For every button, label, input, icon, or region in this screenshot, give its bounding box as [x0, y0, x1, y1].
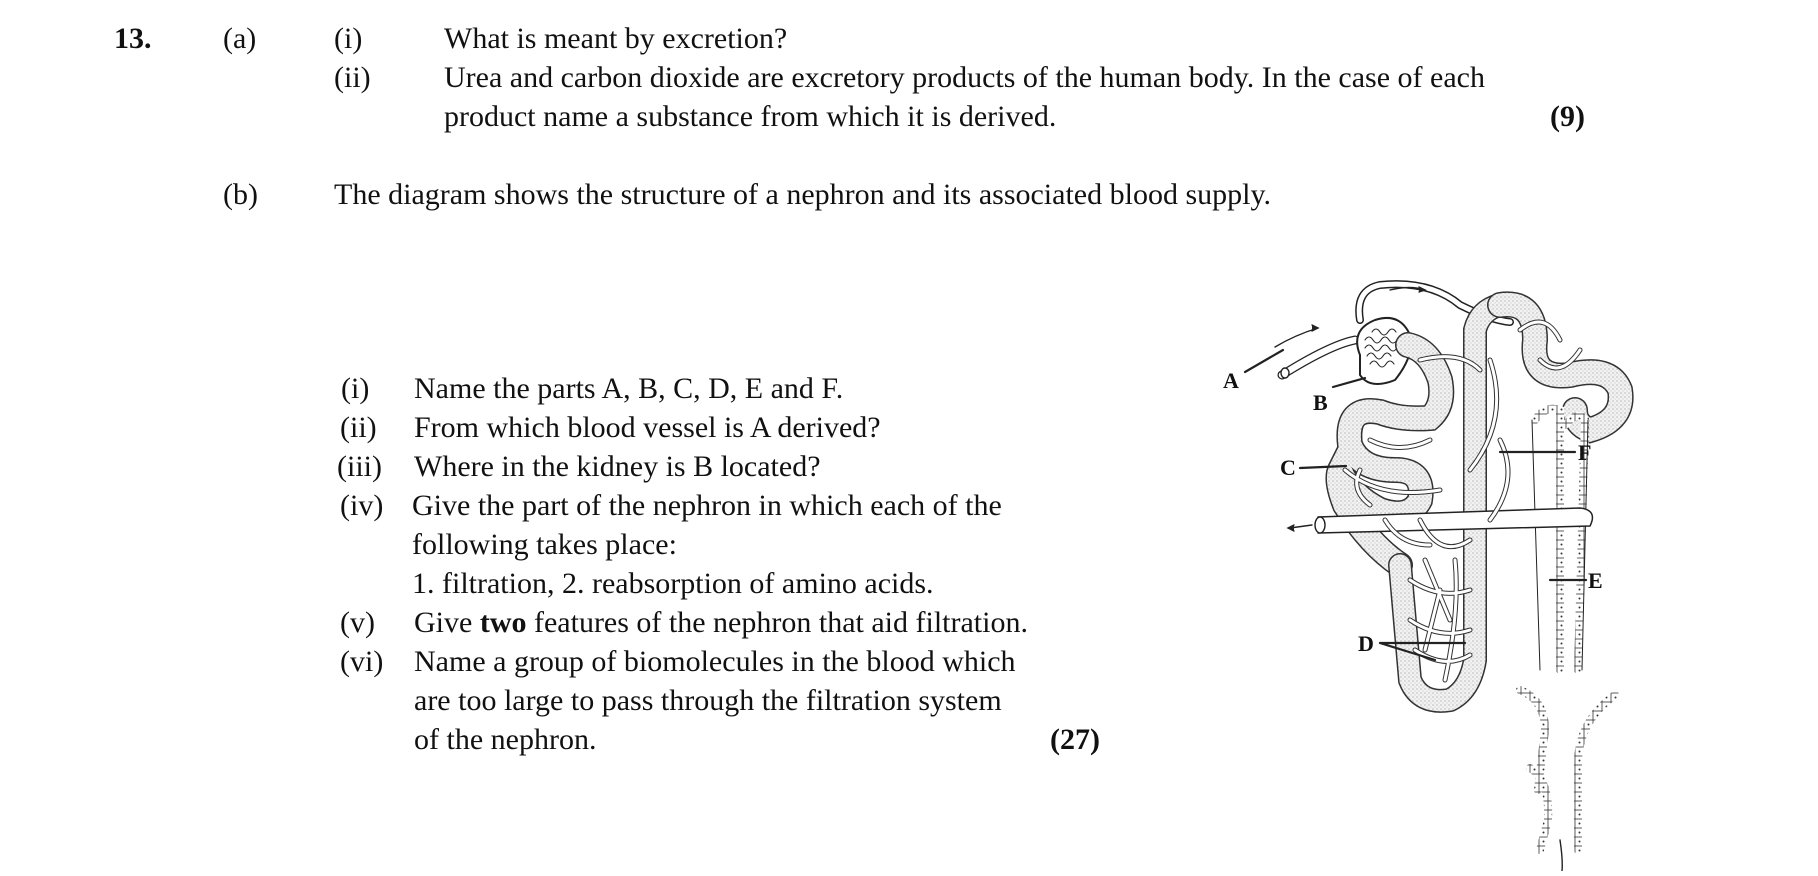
part-b-i-label: (i) — [341, 372, 370, 405]
part-b-v-text-bold: two — [479, 606, 527, 639]
part-a-label: (a) — [223, 22, 257, 55]
part-b-iv-label: (iv) — [340, 489, 384, 522]
part-b-v-text-after: features of the nephron that aid filtration. — [526, 606, 1028, 639]
part-a-i-label: (i) — [334, 22, 363, 55]
part-b-intro: The diagram shows the structure of a nephron and its associated blood supply. — [334, 178, 1272, 211]
diagram-label-e: E — [1588, 568, 1603, 593]
part-b-label: (b) — [223, 178, 258, 211]
part-b-v-text-before: Give — [414, 606, 480, 639]
nephron-diagram — [1200, 250, 1800, 871]
part-b-vi-text-line2: are too large to pass through the filtration system — [414, 684, 1002, 717]
diagram-label-f: F — [1578, 440, 1592, 465]
nephron-illustration — [1200, 250, 1800, 871]
part-b-iii-label: (iii) — [337, 450, 382, 483]
part-a-ii-label: (ii) — [334, 61, 371, 94]
part-b-iv-text-line1: Give the part of the nephron in which each of the — [412, 489, 1002, 522]
diagram-label-a: A — [1223, 368, 1239, 393]
part-a-ii-text-line1: Urea and carbon dioxide are excretory products of the human body. In the case of each — [444, 61, 1485, 94]
part-b-iv-text-line3: 1. filtration, 2. reabsorption of amino acids. — [412, 567, 934, 600]
part-b-iii-text: Where in the kidney is B located? — [414, 450, 821, 483]
diagram-label-b: B — [1313, 390, 1328, 415]
diagram-label-c: C — [1280, 455, 1296, 480]
part-b-vi-text-line1: Name a group of biomolecules in the blood which — [414, 645, 1016, 678]
part-a-ii-text-line2: product name a substance from which it is derived. — [444, 100, 1057, 133]
part-b-iv-text-line2: following takes place: — [412, 528, 677, 561]
part-a-marks: (9) — [1550, 100, 1585, 133]
part-b-i-text: Name the parts A, B, C, D, E and F. — [414, 372, 844, 405]
part-b-v-text — [414, 608, 1028, 638]
question-number: 13. — [114, 22, 152, 55]
part-b-v-label: (v) — [340, 606, 375, 639]
part-b-ii-text: From which blood vessel is A derived? — [414, 411, 881, 444]
part-a-i-text: What is meant by excretion? — [444, 22, 788, 55]
part-b-ii-label: (ii) — [340, 411, 377, 444]
part-b-vi-text-line3: of the nephron. — [414, 723, 597, 756]
diagram-label-d: D — [1358, 631, 1374, 656]
part-b-vi-label: (vi) — [340, 645, 384, 678]
part-b-marks: (27) — [1050, 723, 1100, 756]
